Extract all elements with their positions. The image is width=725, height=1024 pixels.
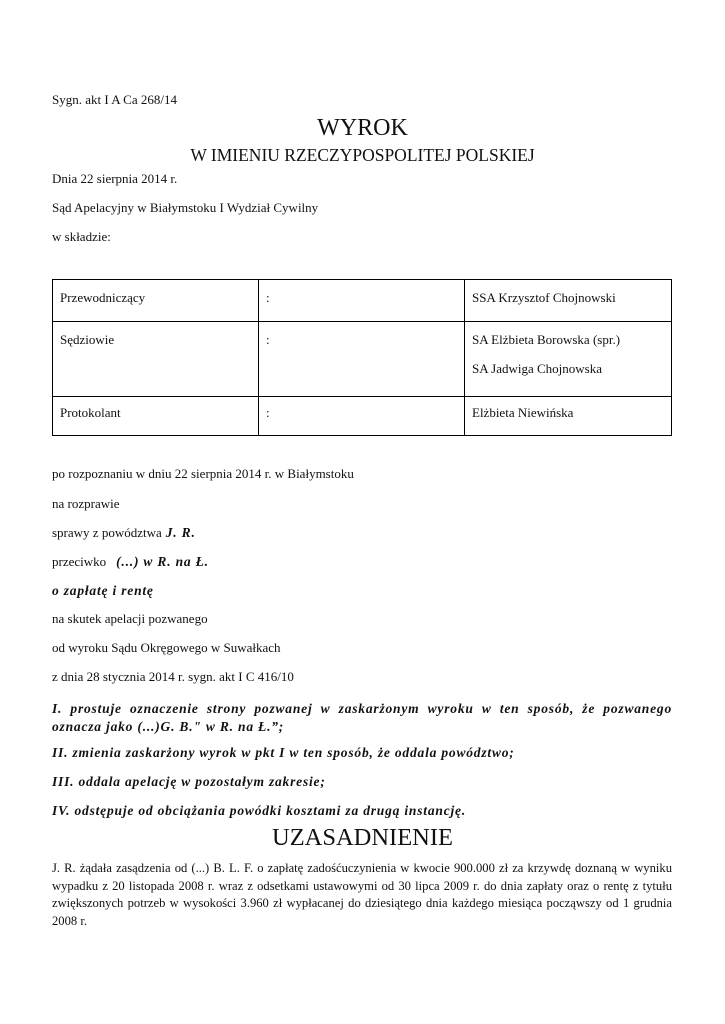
- panel-name: SA Jadwiga Chojnowska: [472, 361, 602, 376]
- ruling-text: III. oddala apelację w pozostałym zakresie;: [52, 774, 326, 789]
- panel-separator: :: [266, 405, 270, 420]
- ruling-item-4: [52, 802, 672, 820]
- panel-name: SSA Krzysztof Chojnowski: [472, 290, 616, 305]
- plaintiff-prefix: sprawy z powództwa: [52, 525, 162, 540]
- panel-role-judges: Sędziowie: [60, 332, 115, 347]
- ruling-item-1: [52, 700, 672, 735]
- court-name: Sąd Apelacyjny w Białymstoku I Wydział Cywilny: [52, 200, 319, 215]
- case-subject: o zapłatę i rentę: [52, 583, 154, 598]
- plaintiff-name: J. R.: [165, 525, 196, 540]
- ruling-text: oznacza jako (...)G. B." w R. na Ł.”;: [52, 718, 285, 734]
- lower-court-line: od wyroku Sądu Okręgowego w Suwałkach: [52, 640, 281, 655]
- panel-separator: :: [266, 332, 270, 347]
- panel-names-cell: [465, 322, 672, 397]
- case-number: Sygn. akt I A Ca 268/14: [52, 92, 177, 107]
- panel-name: SA Elżbieta Borowska (spr.): [472, 332, 621, 347]
- panel-role-clerk: Protokolant: [60, 405, 121, 420]
- panel-role-cell: [53, 322, 259, 397]
- plaintiff-line: [52, 525, 196, 541]
- appeal-line: na skutek apelacji pozwanego: [52, 611, 208, 626]
- panel-separator-cell: [259, 397, 465, 436]
- ruling-item-2: [52, 744, 672, 762]
- against-label: przeciwko: [52, 554, 107, 569]
- ruling-item-3: [52, 773, 672, 791]
- panel-separator-cell: [259, 280, 465, 322]
- panel-names-cell: [465, 397, 672, 436]
- ruling-text: I. prostuje oznaczenie strony pozwanej w zaskarżonym wyroku w ten sposób, że pozwanego: [52, 701, 672, 716]
- hearing-date-line: po rozpoznaniu w dniu 22 sierpnia 2014 r. w Białymstoku: [52, 466, 354, 481]
- document-title: WYROK: [317, 115, 408, 141]
- panel-role-cell: [53, 397, 259, 436]
- panel-role-cell: [53, 280, 259, 322]
- document-subtitle: W IMIENIU RZECZYPOSPOLITEJ POLSKIEJ: [190, 145, 535, 165]
- court-panel-table: [52, 279, 672, 436]
- panel-separator-cell: [259, 322, 465, 397]
- ruling-text: II. zmienia zaskarżony wyrok w pkt I w ten sposób, że oddala powództwo;: [52, 745, 515, 760]
- justification-heading: UZASADNIENIE: [272, 824, 453, 851]
- ruling-text: IV. odstępuje od obciążania powódki kosztami za drugą instancję.: [52, 803, 467, 818]
- panel-names-cell: [465, 280, 672, 322]
- defendant-line: [52, 554, 209, 570]
- panel-role-presiding: Przewodniczący: [60, 290, 146, 305]
- panel-name: Elżbieta Niewińska: [472, 405, 574, 420]
- judgment-date: Dnia 22 sierpnia 2014 r.: [52, 171, 178, 186]
- lower-court-reference: z dnia 28 stycznia 2014 r. sygn. akt I C 416/10: [52, 669, 294, 684]
- composition-label: w składzie:: [52, 229, 111, 244]
- hearing-type-line: na rozprawie: [52, 496, 120, 511]
- justification-paragraph: J. R. żądała zasądzenia od (...) B. L. F. o zapłatę zadośćuczynienia w kwocie 900.000 zł za krzywdę doznaną w wyniku wypadku z 20 listopada 2008 r. wraz z odsetkami ustawowymi od 30 lipca 2009 r. do dnia zapłaty oraz o rentę z tytułu zwiększonych potrzeb w wysokości 3.960 zł wypłacanej do dziesiątego dnia każdego miesiąca począwszy od 1 grudnia 2008 r.: [52, 861, 672, 929]
- panel-separator: :: [266, 290, 270, 305]
- defendant-name: (...) w R. na Ł.: [116, 554, 209, 569]
